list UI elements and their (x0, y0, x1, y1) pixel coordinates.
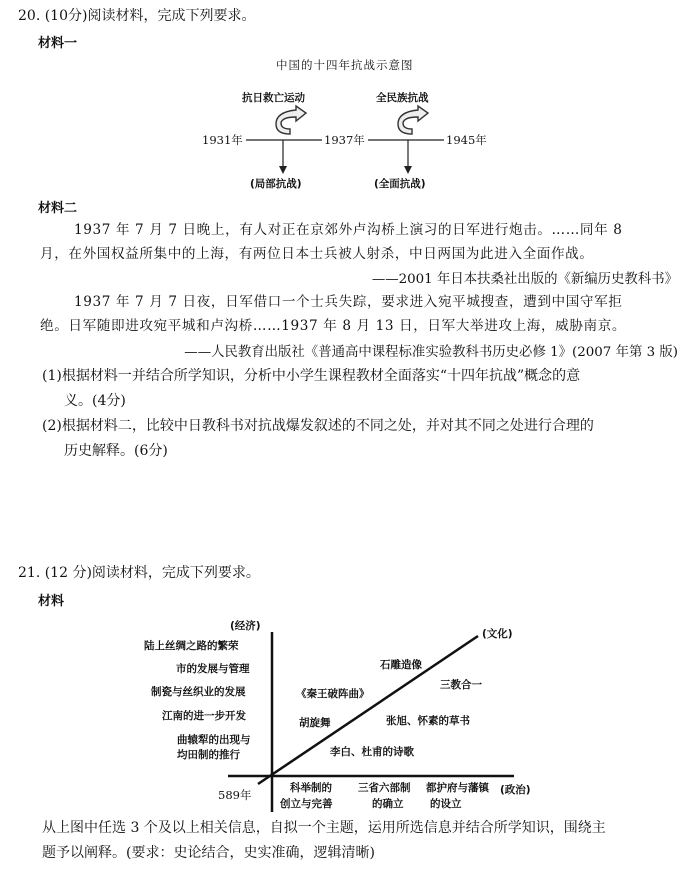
culture-item: 张旭、怀素的草书 (386, 715, 470, 727)
sub1-line1: (1)根据材料一并结合所学知识，分析中小学生课程教材全面落实“十四年抗战”概念的意 (42, 368, 581, 384)
culture-item: 三教合一 (440, 679, 482, 691)
politics-item: 的确立 (372, 798, 404, 810)
politics-item: 都护府与藩镇 (426, 782, 489, 794)
para1-line2: 月，在外国权益所集中的上海，有两位日本士兵被人射杀，中日两国为此进入全面作战。 (40, 246, 594, 262)
axis-economy-label: (经济) (230, 620, 261, 632)
economy-item: 市的发展与管理 (176, 663, 250, 675)
culture-item: 胡旋舞 (299, 717, 331, 729)
economy-item: 制瓷与丝织业的发展 (151, 686, 246, 698)
q20-header: 20. (10分)阅读材料，完成下列要求。 (18, 8, 256, 24)
para1-source: ——2001 年日本扶桑社出版的《新编历史教科书》 (371, 272, 678, 287)
diagram-title: 中国的十四年抗战示意图 (276, 58, 414, 72)
politics-item: 三省六部制 (358, 782, 411, 794)
curved-arrow-icon-left (276, 106, 306, 134)
culture-item: 李白、杜甫的诗歌 (330, 746, 414, 758)
para2-source: ——人民教育出版社《普通高中课程标准实验教科书历史必修 1》(2007 年第 3 版) (184, 345, 678, 360)
economy-item: 曲辕犁的出现与 (177, 734, 251, 746)
politics-item: 的设立 (430, 798, 462, 810)
sub2-line2: 历史解释。(6分) (64, 443, 168, 459)
curved-arrow-icon-right (398, 106, 428, 134)
culture-item: 石雕造像 (380, 659, 422, 671)
q21-instruction-line1: 从上图中任选 3 个及以上相关信息，自拟一个主题，运用所选信息并结合所学知识，围绕主 (42, 820, 606, 836)
economy-item: 均田制的推行 (177, 749, 240, 761)
q20-material1-label: 材料一 (38, 36, 78, 51)
para2-line2: 绝。日军随即进攻宛平城和卢沟桥……1937 年 8 月 13 日，日军大举进攻上海，威胁南京。 (40, 318, 627, 334)
q20-material2-label: 材料二 (38, 201, 78, 216)
culture-axis (258, 636, 478, 784)
year-1937: 1937年 (324, 133, 365, 147)
q21-header: 21. (12 分)阅读材料，完成下列要求。 (18, 565, 260, 581)
sub2-line1: (2)根据材料二，比较中日教科书对抗战爆发叙述的不同之处，并对其不同之处进行合理的 (42, 418, 594, 434)
axis-culture-label: (文化) (482, 628, 513, 640)
year-589: 589年 (218, 788, 252, 802)
para2-line1: 1937 年 7 月 7 日夜，日军借口一个士兵失踪，要求进入宛平城搜查，遭到中国守军拒 (74, 294, 623, 310)
culture-item: 《秦王破阵曲》 (296, 688, 370, 700)
para1-line1: 1937 年 7 月 7 日晚上，有人对正在京郊外卢沟桥上演习的日军进行炮击。……同年 8 (74, 222, 623, 238)
axis-politics-label: (政治) (500, 784, 531, 796)
q21-instruction-line2: 题予以阐释。(要求：史论结合，史实准确，逻辑清晰) (42, 845, 375, 861)
year-1931: 1931年 (202, 133, 243, 147)
year-1945: 1945年 (446, 133, 487, 147)
movement-right-label: 全民族抗战 (376, 92, 429, 104)
sub1-line2: 义。(4分) (64, 393, 126, 409)
politics-item: 创立与完善 (280, 798, 333, 810)
q21-material-label: 材料 (38, 594, 65, 609)
phase-left-label: (局部抗战) (250, 178, 302, 190)
economy-item: 江南的进一步开发 (162, 710, 246, 722)
politics-item: 科举制的 (290, 782, 332, 794)
economy-item: 陆上丝绸之路的繁荣 (144, 640, 239, 652)
phase-right-label: (全面抗战) (374, 178, 426, 190)
movement-left-label: 抗日救亡运动 (242, 92, 305, 104)
